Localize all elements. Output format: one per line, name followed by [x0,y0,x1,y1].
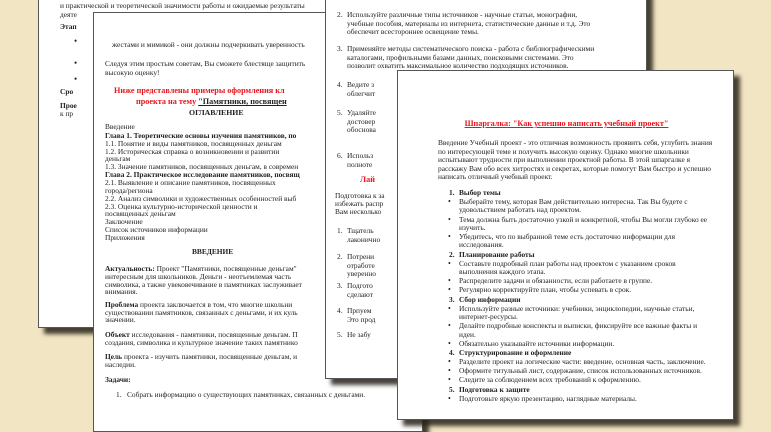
red-heading-line2 [136,98,287,106]
paragraph-line: Подготовка к за [335,191,385,200]
task-number: 1. [116,390,122,399]
list-number: 4. [337,306,343,315]
page-b-advice: высокую оценку! [105,68,160,77]
bullet-icon: • [74,74,78,84]
bullet-line: • Разделите проект на логические части: введение, основная часть, заключение. [459,358,706,366]
toc-item: 2.2. Анализ символики и художественных особенностей выб [105,194,297,203]
list-item-line: сделают [347,289,373,299]
bullet-line: • Убедитесь, что по выбранной теме есть достаточно информации для [459,233,675,241]
toc-item: 2.3. Оценка культурно-исторической ценности и [105,202,258,211]
list-item-line: Применяйте методы систематического поиска - работа с библиографическими [347,44,595,53]
bullet-line: • Следите за соблюдением всех требований к оформлению. [459,376,641,384]
section-number: 3. [449,294,455,304]
paragraph-line: проекта - изучить памятники, посвященные деньгам, и [123,352,298,361]
paragraph-line: исследования - памятники, посвященные деньгам. П [131,330,298,339]
intro-line: по интересующей теме и получить высокую оценку. Однако многие школьники [438,146,689,156]
list-item-line: обеспечит всестороннее освещение темы. [347,27,479,36]
toc-item: посвященных деньгам [105,209,176,218]
relevance-label: Актуальность: [105,264,155,273]
list-item-line: облегчит [347,88,376,98]
list-item-line: отработе [347,260,375,270]
red-heading: Ниже представлены примеры оформления кл [114,86,285,95]
list-number: 3. [337,44,343,53]
list-number: 5. [337,330,343,339]
page-a-line: и практической и теоретической значимости работы и ожидаемые результаты [60,1,305,10]
list-number: 1. [337,226,343,235]
page-a-line: к пр [60,109,74,118]
toc-item: Список источников информации [105,225,208,234]
list-number: 4. [337,80,343,89]
topic-link[interactable]: "Памятники, посвящен [198,97,287,106]
cheatsheet-title: Шпаргалка: "Как успешно написать учебный проект" [464,119,669,128]
bullet-line: изучить. [459,222,486,232]
section-title: Планирование работы [459,249,535,259]
bullet-icon: • [74,58,78,68]
list-item-line: позволит охватить максимальное количество подходящих источников. [347,61,569,70]
list-item-line: Это прод [347,314,376,324]
toc-item: 1.2. Историческая справка о возникновении и развитии [105,147,280,156]
toc-item: 1.3. Значение памятников, посвященных деньгам, в современ [105,162,299,171]
list-item-line: учебные пособия, материалы из интернета, статистические данные и т.д. Это [347,18,591,28]
list-number: 5. [337,108,343,117]
list-number: 6. [337,151,343,160]
list-number: 3. [337,281,343,290]
section-number: 5. [449,384,455,394]
paragraph-line: создания, символика и культурное значение таких памятнико [105,338,298,347]
list-item-line: Тщатель [347,226,374,235]
section-number: 4. [449,347,455,357]
toc-item: Глава 2. Практическое исследование памятников, посвящ [105,170,300,179]
bullet-line: • Тема должна быть достаточно узкой и конкретной, чтобы Вы могли глубоко ее [459,216,707,224]
list-item-line: достовер [347,116,376,126]
toc-item: Введение [105,122,135,131]
intro-line: написать отличный учебный проект. [438,172,553,182]
toc-item: Заключение [105,217,143,226]
goal-label: Цель [105,352,123,361]
section-title: Сбор информации [459,294,521,304]
list-item-line: Потрени [347,252,375,261]
problem-label: Проблема [105,300,139,309]
paragraph-line: Вам несколько [335,207,382,216]
toc-item: города/региона [105,186,153,195]
document-page-cheatsheet [397,70,734,420]
list-item-line: Использ [347,151,374,160]
bullet-line: • Делайте подробные конспекты и выписки, фиксируйте все важные факты и [459,322,697,330]
paragraph-line: наследии. [105,360,136,369]
page-a-heading: Этап [60,22,77,31]
list-item-line: каталогами, профильными базами данных, поисковыми системами. Это [347,52,574,62]
intro-line: испытывают трудности при выполнении проектной работы. В этой шпаргалке я [438,155,690,165]
intro-line: расскажу Вам обо всех хитростях и секретах, которые помогут Вам быстро и успешно [438,163,711,173]
paragraph-line: значении. [105,315,136,324]
toc-item: Приложения [105,233,145,242]
list-item-line: Ведите з [347,80,375,89]
section-title: Выбор темы [459,188,501,197]
bullet-line: интернет-ресурсы. [459,312,518,321]
red-heading: Лай [360,175,375,184]
bullet-line: исследования. [459,240,504,250]
bullet-icon: • [74,36,78,46]
bullet-line: • Обязательно указывайте источники информации. [459,340,614,348]
list-item-line: Удаляйте [347,108,376,117]
toc-item: деньгам [105,154,131,163]
toc-item: 1.1. Понятие и виды памятников, посвященных деньгам [105,139,282,148]
toc-title: ОГЛАВЛЕНИЕ [189,108,244,117]
paragraph-line: избежать распр [335,199,384,208]
paragraph-line: интересным для школьников. Деньги - неотъемлемая часть [105,272,292,281]
paragraph-line: внимания. [105,287,138,296]
paragraph-line: Проект "Памятники, посвященные деньгам" [156,264,297,273]
intro-title: ВВЕДЕНИЕ [192,247,234,256]
section-number: 1. [449,188,455,197]
list-item-line: обоснова [347,125,376,134]
bullet-line: • Выберайте тему, которая Вам действительно интересна. Так Вы будете с [459,198,688,206]
bullet-line: • Оформите титульный лист, содержание, список использованных источников. [459,367,702,375]
bullet-line: идеи. [459,329,476,339]
page-a-heading: Сро [60,87,74,96]
page-b-line: жестами и мимикой - они должны подчеркивать уверенность [112,40,305,49]
bullet-line: удовольствием работать над проектом. [459,205,581,215]
page-b-advice: Следуя этим простым советам, Вы сможете блестяще защитить [105,59,306,68]
list-item-line: уверенно [347,269,377,278]
object-label: Объект [105,330,130,339]
section-title: Подготовка к защите [459,384,530,394]
bullet-line: • Используйте разные источники: учебники, энциклопедии, научные статьи, [459,305,694,313]
bullet-line: • Распределите задачи и обязанности, если работаете в группе. [459,277,652,285]
task-text: Собрать информацию о существующих памятниках, связанных с деньгами. [127,390,366,399]
toc-item: Глава 1. Теоретические основы изучения памятников, по [105,131,297,140]
section-title: Структурирование и оформление [459,347,572,357]
bullet-line: • Составьте подробный план работы над проектом с указанием сроков [459,260,676,268]
paragraph-line: существовании памятников, связанных с деньгами, и их куль [105,308,298,317]
list-number: 2. [337,252,343,261]
list-item-line: Не забу [347,330,371,339]
toc-item: 2.1. Выявление и описание памятников, посвященных [105,178,276,187]
list-item-line: лаконично [347,234,381,244]
list-number: 2. [337,10,343,19]
page-a-heading: Прое [60,101,77,110]
list-item-line: полноте [347,159,373,169]
intro-line: Введение Учебный проект - это отличная возможность проявить себя, углубить знания [438,138,713,147]
tasks-label: Задачи: [105,375,131,384]
section-number: 2. [449,249,455,259]
bullet-line: выполнения каждого этапа. [459,267,546,276]
page-a-line: деяте [60,10,77,19]
paragraph-line: символика, а также увековечивание в памятниках заслуживает [105,280,302,289]
list-item-line: Используйте различные типы источников - научные статьи, монографии, [347,10,578,19]
bullet-line: • Подготовьте яркую презентацию, наглядные материалы. [459,395,637,403]
list-item-line: Подгото [347,281,373,290]
bullet-line: • Регулярно корректируйте план, чтобы успевать в срок. [459,286,631,294]
paragraph-line: проекта заключается в том, что многие школьни [140,300,293,309]
list-item-line: Прпуем [347,306,372,315]
red-heading-text: проекта на тему [136,97,197,106]
